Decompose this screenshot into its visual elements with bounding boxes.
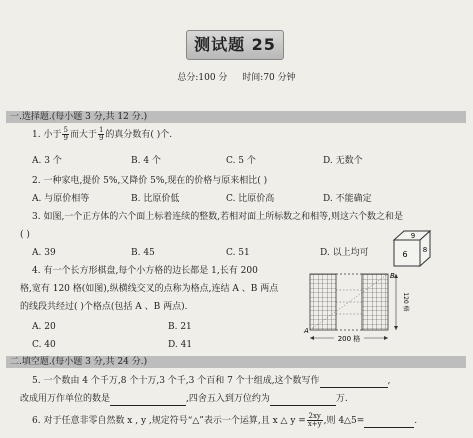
q5-blank-2[interactable] — [110, 393, 186, 406]
q2-option-a: A. 与原价相等 — [32, 194, 90, 204]
q1-option-d: D. 无数个 — [323, 156, 363, 166]
total-score: 总分:100 分 — [177, 73, 228, 83]
q4-option-a: A. 20 — [32, 322, 56, 332]
question-5-line-1: 5. 一个数由 4 个千万,8 个十万,3 个千,3 个百和 7 个十组成,这个数写作 , — [32, 376, 391, 386]
question-5-line-2: 改成用万作单位的数是 ,四舍五入到万位约为 万. — [20, 394, 348, 404]
q4-option-d: D. 41 — [168, 340, 193, 350]
height-label: 120 格 — [402, 292, 409, 312]
question-1: 1. 小于 $\frac{5}{9}$ 而大于 $\frac{1}{9}$ 的真分数有( )个. — [32, 126, 173, 142]
fraction-1-9: $\frac{1}{9}$ — [98, 126, 104, 142]
point-a-label: A — [304, 327, 309, 335]
cube-side-label: 8 — [422, 246, 428, 254]
question-3-line-2: ( ) — [20, 230, 30, 240]
q3-option-d: D. 以上均可 — [320, 248, 369, 258]
q5-blank-1[interactable] — [320, 375, 388, 388]
q1-option-a: A. 3 个 — [32, 156, 62, 166]
question-3-line-1: 3. 如图,一个正方体的六个面上标着连续的整数,若相对面上所标数之和相等,则这六个数之和是 — [32, 212, 404, 222]
exam-meta — [0, 70, 473, 83]
time-limit: 时间:70 分钟 — [242, 73, 296, 83]
cube-figure — [390, 228, 436, 268]
question-4-line-3: 的线段共经过( )个格点(包括 A 、B 两点). — [20, 302, 188, 312]
q2-option-d: D. 不能确定 — [323, 194, 372, 204]
question-4-line-2: 格,宽有 120 格(如图),纵横线交叉的点称为格点,连结 A 、B 两点 — [20, 284, 279, 294]
point-b-label: B — [390, 272, 395, 280]
cube-front-label: 6 — [402, 250, 408, 259]
page-title: 测试题 25 — [186, 30, 284, 60]
width-label: 200 格 — [337, 335, 361, 343]
q1-option-b: B. 4 个 — [131, 156, 161, 166]
section-header-fill-in: 二.填空题.(每小题 3 分,共 24 分.) — [6, 356, 466, 368]
chessboard-figure — [300, 270, 412, 350]
q2-option-c: C. 比原价高 — [226, 194, 275, 204]
q6-blank[interactable] — [364, 415, 414, 428]
question-4-line-1: 4. 有一个长方形棋盘,每个小方格的边长都是 1,长有 200 — [32, 266, 258, 276]
q2-option-b: B. 比原价低 — [131, 194, 180, 204]
fraction-2xy-over-x-plus-y: $\frac{2xy}{x+y}$ — [307, 412, 322, 428]
q3-option-b: B. 45 — [131, 248, 155, 258]
q1-option-c: C. 5 个 — [226, 156, 256, 166]
q4-option-b: B. 21 — [168, 322, 192, 332]
fraction-5-9: $\frac{5}{9}$ — [63, 126, 68, 142]
question-2: 2. 一种家电,提价 5%,又降价 5%,现在的价格与原来相比( ) — [32, 176, 268, 186]
q5-blank-3[interactable] — [270, 393, 336, 406]
cube-top-label: 9 — [410, 232, 416, 240]
question-6: 6. 对于任意非零自然数 x , y ,规定符号“△”表示一个运算,且 x △ y = $\frac{2xy}{x+y}$ ,则 4△5= . — [32, 412, 418, 428]
q3-option-a: A. 39 — [32, 248, 56, 258]
q4-option-c: C. 40 — [32, 340, 56, 350]
section-header-choice: 一.选择题.(每小题 3 分,共 12 分.) — [6, 111, 466, 123]
q3-option-c: C. 51 — [226, 248, 250, 258]
